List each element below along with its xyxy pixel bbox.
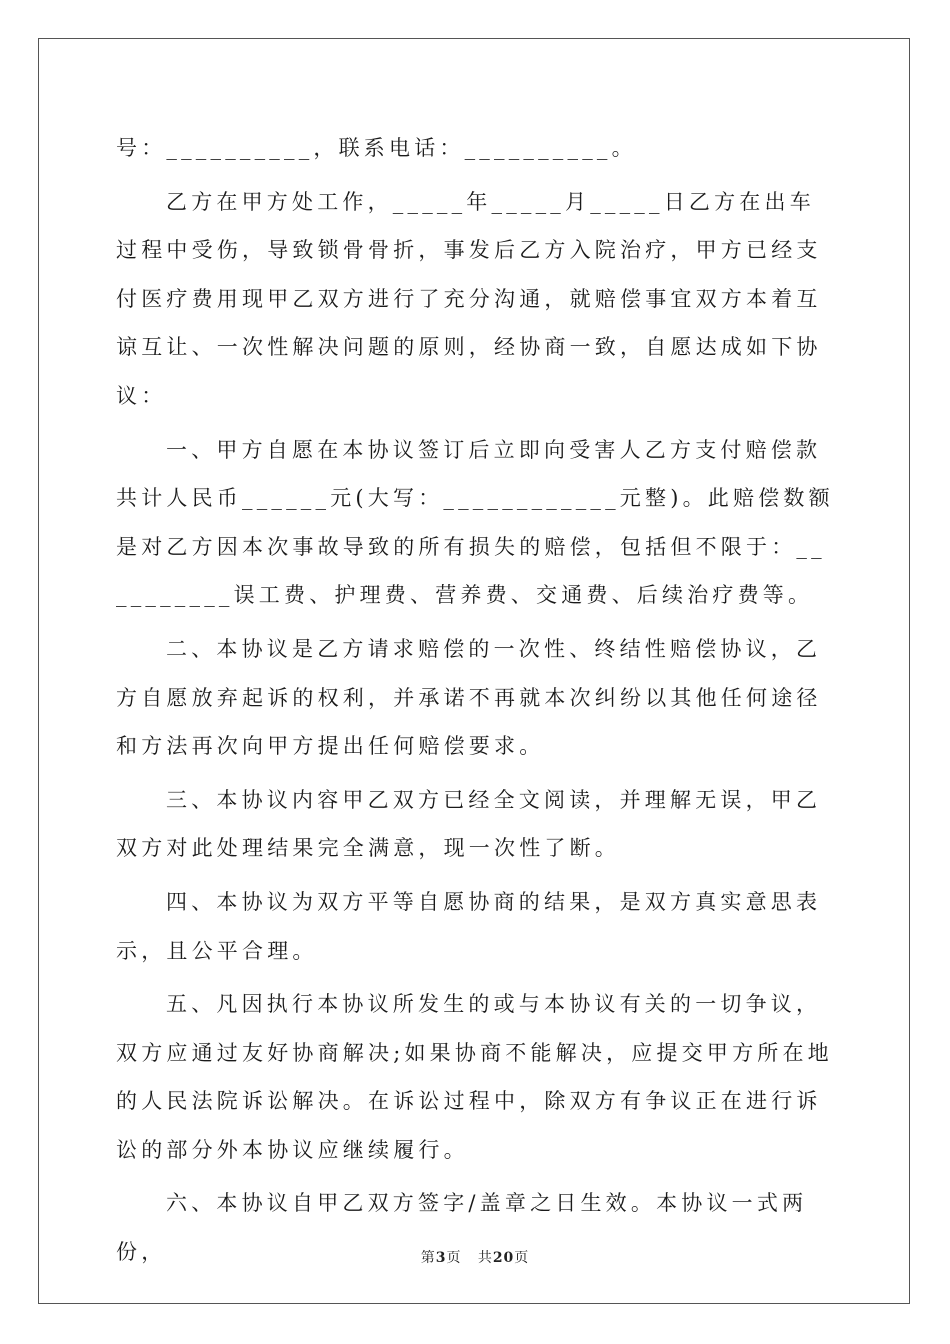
document-body xyxy=(116,124,836,1277)
current-page-number: 3 xyxy=(435,1250,447,1266)
footer-page-unit: 页 xyxy=(446,1250,462,1266)
footer-total-unit: 页 xyxy=(514,1250,530,1266)
footer-total-prefix: 共 xyxy=(477,1250,493,1266)
total-pages-number: 20 xyxy=(492,1250,515,1266)
clause-1-paragraph: 一、甲方自愿在本协议签订后立即向受害人乙方支付赔偿款共计人民币______元(大写：____________元整)。此赔偿数额是对乙方因本次事故导致的所有损失的赔偿，包括但不限于：__________误工费、护理费、营养费、交通费、后续治疗费等。 xyxy=(116,437,834,608)
clause-6-paragraph: 六、本协议自甲乙双方签字/盖章之日生效。本协议一式两份， xyxy=(116,1191,808,1265)
clause-2-paragraph: 二、本协议是乙方请求赔偿的一次性、终结性赔偿协议，乙方自愿放弃起诉的权利，并承诺不再就本次纠纷以其他任何途径和方法再次向甲方提出任何赔偿要求。 xyxy=(116,636,822,759)
clause-3-paragraph: 三、本协议内容甲乙双方已经全文阅读，并理解无误，甲乙双方对此处理结果完全满意，现一次性了断。 xyxy=(116,787,822,861)
page-footer xyxy=(0,1247,950,1267)
background-paragraph: 乙方在甲方处工作，_____年_____月_____日乙方在出车过程中受伤，导致锁骨骨折，事发后乙方入院治疗，甲方已经支付医疗费用现甲乙双方进行了充分沟通，就赔偿事宜双方本着互谅互让、一次性解决问题的原则，经协商一致，自愿达成如下协议： xyxy=(116,189,822,408)
clause-4-paragraph: 四、本协议为双方平等自愿协商的结果，是双方真实意思表示，且公平合理。 xyxy=(116,889,822,963)
contact-line: 号：__________，联系电话：__________。 xyxy=(116,136,637,160)
footer-prefix: 第 xyxy=(420,1250,436,1266)
clause-5-paragraph: 五、凡因执行本协议所发生的或与本协议有关的一切争议，双方应通过友好协商解决;如果协商不能解决，应提交甲方所在地的人民法院诉讼解决。在诉讼过程中，除双方有争议正在进行诉讼的部分外本协议应继续履行。 xyxy=(116,992,833,1162)
